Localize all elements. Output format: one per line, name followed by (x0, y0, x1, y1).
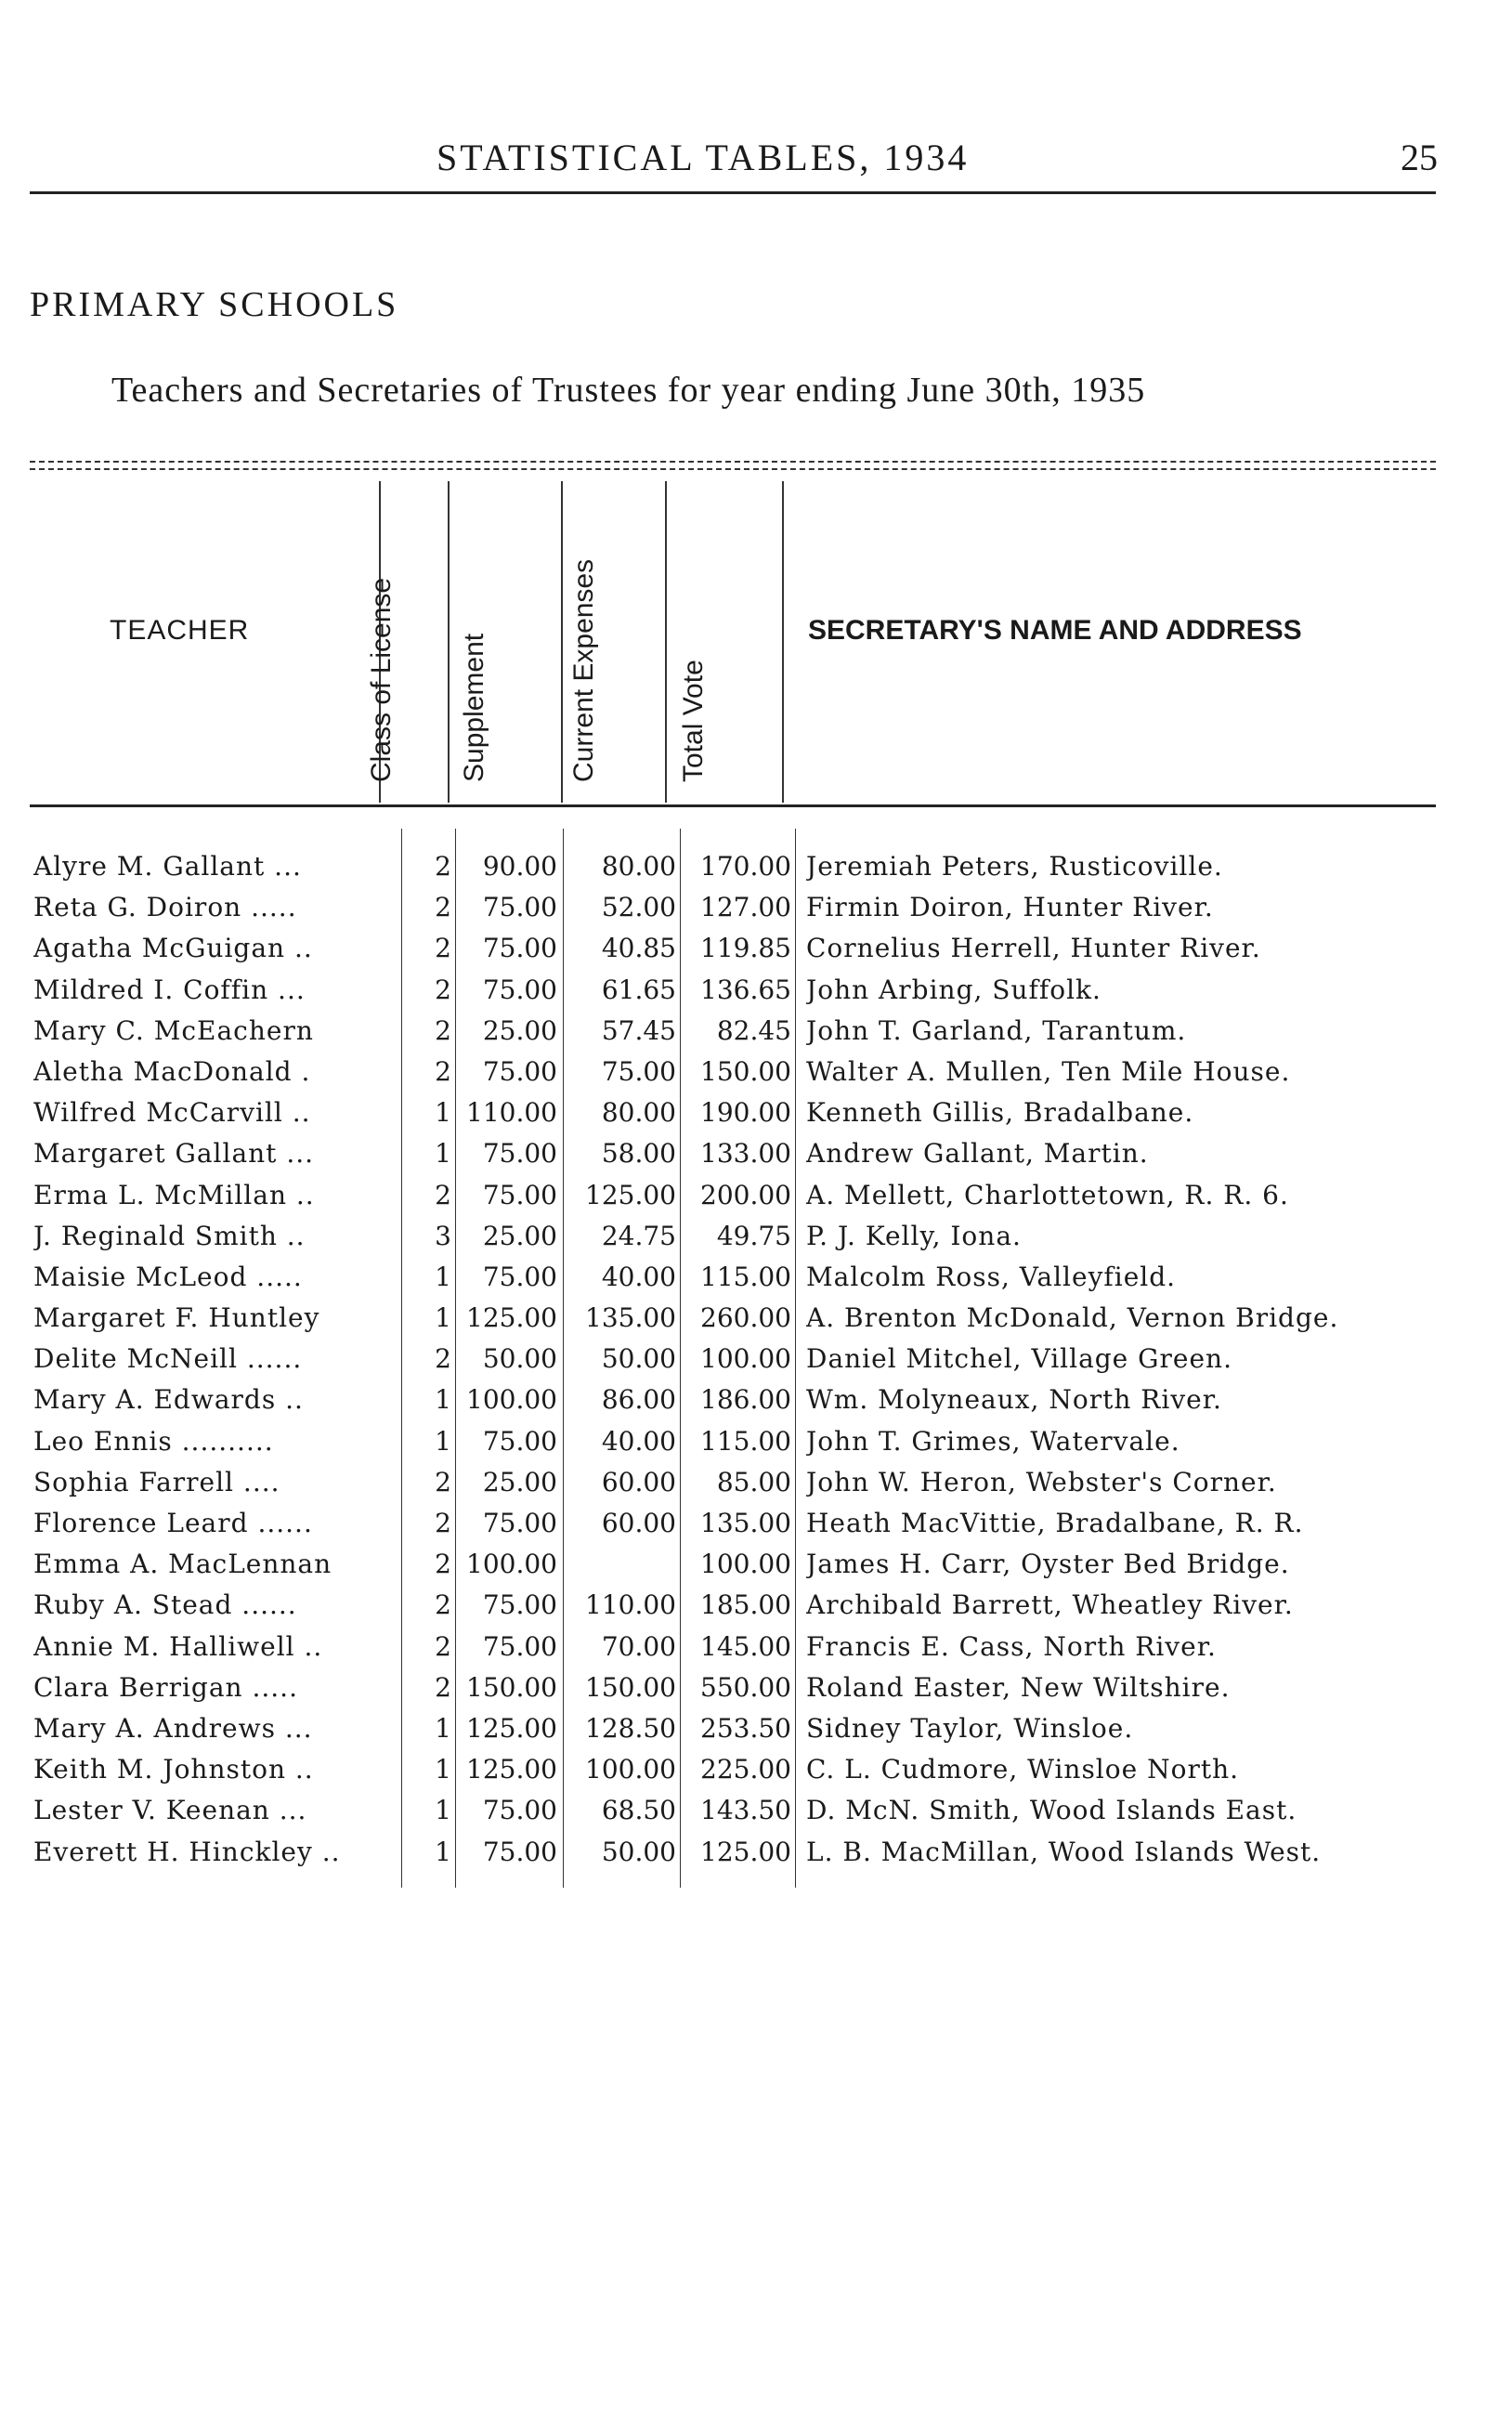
table-row (0, 1256, 1512, 1297)
table-row (0, 1420, 1512, 1461)
table-row (0, 1502, 1512, 1543)
supplement-value: 75.00 (482, 933, 557, 964)
header-column-divider (448, 481, 450, 803)
secretary-name-address: Sidney Taylor, Winsloe. (806, 1712, 1134, 1744)
current-expenses-value: 24.75 (601, 1220, 676, 1251)
current-expenses-value: 80.00 (601, 1097, 676, 1129)
total-vote-value: 49.75 (716, 1220, 791, 1251)
table-row (0, 845, 1512, 886)
total-vote-value: 185.00 (700, 1589, 791, 1621)
supplement-value: 90.00 (482, 851, 557, 882)
teacher-name: Wilfred McCarvill .. (33, 1097, 311, 1129)
table-body (0, 845, 1512, 1872)
teacher-name: Margaret F. Huntley (33, 1302, 320, 1334)
total-vote-value: 125.00 (700, 1836, 791, 1867)
class-of-license: 2 (435, 1549, 451, 1580)
teacher-name: Mary C. McEachern (33, 1014, 314, 1046)
header-secretary: SECRETARY'S NAME AND ADDRESS (808, 615, 1302, 646)
class-of-license: 1 (435, 1261, 451, 1292)
teacher-name: Annie M. Halliwell .. (33, 1630, 323, 1662)
header-total-vote: Total Vote (678, 660, 709, 782)
teacher-name: Florence Leard ...... (33, 1508, 313, 1538)
table-row (0, 1748, 1512, 1789)
supplement-value: 25.00 (482, 1014, 557, 1046)
total-vote-value: 100.00 (700, 1549, 791, 1580)
current-expenses-value: 75.00 (601, 1055, 676, 1087)
current-expenses-value: 70.00 (601, 1630, 676, 1662)
teacher-name: Margaret Gallant ... (33, 1138, 315, 1170)
class-of-license: 3 (435, 1220, 451, 1251)
total-vote-value: 186.00 (700, 1384, 791, 1416)
current-expenses-value: 40.85 (601, 933, 676, 964)
current-expenses-value: 110.00 (585, 1589, 676, 1621)
class-of-license: 1 (435, 1302, 451, 1334)
current-expenses-value: 58.00 (601, 1138, 676, 1170)
teacher-name: Sophia Farrell .... (33, 1466, 280, 1497)
supplement-value: 125.00 (466, 1302, 557, 1334)
current-expenses-value: 61.65 (601, 974, 676, 1005)
current-expenses-value: 128.50 (585, 1712, 676, 1744)
teacher-name: Keith M. Johnston .. (33, 1754, 314, 1785)
table-row (0, 1051, 1512, 1092)
secretary-name-address: A. Mellett, Charlottetown, R. R. 6. (806, 1179, 1289, 1210)
secretary-name-address: Walter A. Mullen, Ten Mile House. (806, 1055, 1291, 1087)
class-of-license: 1 (435, 1754, 451, 1785)
table-row (0, 1379, 1512, 1419)
header-rule (30, 804, 1436, 807)
teacher-name: Mary A. Andrews ... (33, 1712, 313, 1744)
current-expenses-value: 100.00 (585, 1754, 676, 1785)
teacher-name: Everett H. Hinckley .. (33, 1836, 341, 1867)
secretary-name-address: Cornelius Herrell, Hunter River. (806, 933, 1261, 964)
supplement-value: 75.00 (482, 1261, 557, 1292)
total-vote-value: 550.00 (700, 1671, 791, 1703)
supplement-value: 75.00 (482, 1425, 557, 1457)
secretary-name-address: Archibald Barrett, Wheatley River. (806, 1589, 1294, 1621)
table-row (0, 1010, 1512, 1051)
current-expenses-value: 135.00 (585, 1302, 676, 1334)
supplement-value: 75.00 (482, 892, 557, 923)
current-expenses-value: 40.00 (601, 1261, 676, 1292)
supplement-value: 75.00 (482, 1836, 557, 1867)
teacher-name: Reta G. Doiron ..... (33, 892, 297, 923)
class-of-license: 2 (435, 1055, 451, 1087)
teacher-name: Mary A. Edwards .. (33, 1384, 304, 1416)
header-column-divider (665, 481, 667, 803)
table-row (0, 1338, 1512, 1379)
table-row (0, 1461, 1512, 1502)
total-vote-value: 225.00 (700, 1754, 791, 1785)
class-of-license: 2 (435, 1014, 451, 1046)
total-vote-value: 150.00 (700, 1055, 791, 1087)
supplement-value: 25.00 (482, 1220, 557, 1251)
teacher-name: Aletha MacDonald . (33, 1055, 311, 1087)
secretary-name-address: D. McN. Smith, Wood Islands East. (806, 1795, 1297, 1826)
total-vote-value: 260.00 (700, 1302, 791, 1334)
table-row (0, 1132, 1512, 1173)
secretary-name-address: Andrew Gallant, Martin. (806, 1138, 1149, 1170)
secretary-name-address: Malcolm Ross, Valleyfield. (806, 1261, 1177, 1292)
teacher-name: Leo Ennis .......... (33, 1425, 274, 1457)
secretary-name-address: John T. Grimes, Watervale. (806, 1425, 1180, 1457)
total-vote-value: 200.00 (700, 1179, 791, 1210)
supplement-value: 75.00 (482, 1630, 557, 1662)
supplement-value: 75.00 (482, 1795, 557, 1826)
class-of-license: 2 (435, 1630, 451, 1662)
section-title: PRIMARY SCHOOLS (30, 285, 399, 324)
class-of-license: 1 (435, 1836, 451, 1867)
current-expenses-value: 60.00 (601, 1466, 676, 1497)
current-expenses-value: 50.00 (601, 1343, 676, 1375)
table-subtitle: Teachers and Secretaries of Trustees for year ending June 30th, 1935 (111, 371, 1146, 410)
total-vote-value: 133.00 (700, 1138, 791, 1170)
teacher-name: Agatha McGuigan .. (33, 933, 313, 964)
supplement-value: 50.00 (482, 1343, 557, 1375)
class-of-license: 1 (435, 1795, 451, 1826)
class-of-license: 2 (435, 1343, 451, 1375)
supplement-value: 150.00 (466, 1671, 557, 1703)
secretary-name-address: A. Brenton McDonald, Vernon Bridge. (806, 1302, 1339, 1334)
current-expenses-value: 80.00 (601, 851, 676, 882)
table-row (0, 1174, 1512, 1215)
supplement-value: 75.00 (482, 974, 557, 1005)
teacher-name: Clara Berrigan ..... (33, 1671, 298, 1703)
secretary-name-address: John W. Heron, Webster's Corner. (806, 1466, 1277, 1497)
secretary-name-address: Wm. Molyneaux, North River. (806, 1384, 1222, 1416)
supplement-value: 100.00 (466, 1384, 557, 1416)
secretary-name-address: John T. Garland, Tarantum. (806, 1014, 1187, 1046)
total-vote-value: 85.00 (716, 1466, 791, 1497)
supplement-value: 25.00 (482, 1466, 557, 1497)
secretary-name-address: James H. Carr, Oyster Bed Bridge. (806, 1549, 1290, 1580)
class-of-license: 2 (435, 974, 451, 1005)
running-head: STATISTICAL TABLES, 1934 (437, 137, 970, 178)
teacher-name: Lester V. Keenan ... (33, 1795, 307, 1826)
total-vote-value: 119.85 (700, 933, 791, 964)
total-vote-value: 115.00 (700, 1425, 791, 1457)
header-supplement: Supplement (459, 633, 489, 782)
table-row (0, 1584, 1512, 1625)
header-column-divider (561, 481, 563, 803)
current-expenses-value: 57.45 (601, 1014, 676, 1046)
supplement-value: 75.00 (482, 1589, 557, 1621)
header-column-divider (782, 481, 784, 803)
secretary-name-address: John Arbing, Suffolk. (806, 974, 1101, 1005)
total-vote-value: 135.00 (700, 1508, 791, 1538)
table-row (0, 1707, 1512, 1748)
class-of-license: 2 (435, 892, 451, 923)
current-expenses-value: 150.00 (585, 1671, 676, 1703)
table-row (0, 1789, 1512, 1830)
teacher-name: Emma A. MacLennan (33, 1549, 332, 1580)
secretary-name-address: C. L. Cudmore, Winsloe North. (806, 1754, 1240, 1785)
table-row (0, 1626, 1512, 1667)
table-row (0, 1543, 1512, 1584)
class-of-license: 1 (435, 1425, 451, 1457)
class-of-license: 1 (435, 1138, 451, 1170)
teacher-name: Alyre M. Gallant ... (33, 851, 302, 882)
class-of-license: 2 (435, 1589, 451, 1621)
table-top-rule-2 (30, 468, 1436, 470)
total-vote-value: 253.50 (700, 1712, 791, 1744)
secretary-name-address: P. J. Kelly, Iona. (806, 1220, 1022, 1251)
supplement-value: 75.00 (482, 1138, 557, 1170)
secretary-name-address: Kenneth Gillis, Bradalbane. (806, 1097, 1194, 1129)
secretary-name-address: L. B. MacMillan, Wood Islands West. (806, 1836, 1322, 1867)
teacher-name: Maisie McLeod ..... (33, 1261, 303, 1292)
class-of-license: 2 (435, 851, 451, 882)
total-vote-value: 145.00 (700, 1630, 791, 1662)
supplement-value: 110.00 (466, 1097, 557, 1129)
total-vote-value: 136.65 (700, 974, 791, 1005)
table-row (0, 1667, 1512, 1707)
teacher-name: Ruby A. Stead ...... (33, 1589, 297, 1621)
total-vote-value: 100.00 (700, 1343, 791, 1375)
secretary-name-address: Roland Easter, New Wiltshire. (806, 1671, 1231, 1703)
table-row (0, 1092, 1512, 1132)
current-expenses-value: 86.00 (601, 1384, 676, 1416)
class-of-license: 2 (435, 1508, 451, 1538)
teacher-name: Mildred I. Coffin ... (33, 974, 306, 1005)
teacher-name: Delite McNeill ...... (33, 1343, 303, 1375)
class-of-license: 2 (435, 1466, 451, 1497)
class-of-license: 1 (435, 1384, 451, 1416)
total-vote-value: 170.00 (700, 851, 791, 882)
class-of-license: 2 (435, 933, 451, 964)
current-expenses-value: 40.00 (601, 1425, 676, 1457)
total-vote-value: 190.00 (700, 1097, 791, 1129)
total-vote-value: 143.50 (700, 1795, 791, 1826)
current-expenses-value: 52.00 (601, 892, 676, 923)
total-vote-value: 82.45 (716, 1014, 791, 1046)
class-of-license: 1 (435, 1097, 451, 1129)
table-row (0, 1215, 1512, 1256)
table-row (0, 927, 1512, 968)
supplement-value: 125.00 (466, 1712, 557, 1744)
header-current-expenses: Current Expenses (568, 558, 599, 782)
supplement-value: 75.00 (482, 1055, 557, 1087)
class-of-license: 1 (435, 1712, 451, 1744)
current-expenses-value: 50.00 (601, 1836, 676, 1867)
secretary-name-address: Francis E. Cass, North River. (806, 1630, 1217, 1662)
table-row (0, 1831, 1512, 1872)
current-expenses-value: 125.00 (585, 1179, 676, 1210)
secretary-name-address: Firmin Doiron, Hunter River. (806, 892, 1214, 923)
teacher-name: Erma L. McMillan .. (33, 1179, 315, 1210)
table-row (0, 1297, 1512, 1338)
supplement-value: 75.00 (482, 1508, 557, 1538)
supplement-value: 125.00 (466, 1754, 557, 1785)
secretary-name-address: Heath MacVittie, Bradalbane, R. R. (806, 1508, 1304, 1538)
current-expenses-value: 68.50 (601, 1795, 676, 1826)
table-top-rule (30, 461, 1436, 463)
table-row (0, 886, 1512, 927)
secretary-name-address: Daniel Mitchel, Village Green. (806, 1343, 1232, 1375)
page-number: 25 (1401, 137, 1438, 178)
supplement-value: 75.00 (482, 1179, 557, 1210)
total-vote-value: 115.00 (700, 1261, 791, 1292)
header-teacher: TEACHER (110, 615, 250, 646)
current-expenses-value: 60.00 (601, 1508, 676, 1538)
supplement-value: 100.00 (466, 1549, 557, 1580)
class-of-license: 2 (435, 1671, 451, 1703)
header-class-of-license: Class of License (366, 577, 397, 782)
total-vote-value: 127.00 (700, 892, 791, 923)
secretary-name-address: Jeremiah Peters, Rusticoville. (806, 851, 1223, 882)
class-of-license: 2 (435, 1179, 451, 1210)
table-row (0, 969, 1512, 1010)
teacher-name: J. Reginald Smith .. (33, 1220, 306, 1251)
head-rule (30, 191, 1436, 194)
